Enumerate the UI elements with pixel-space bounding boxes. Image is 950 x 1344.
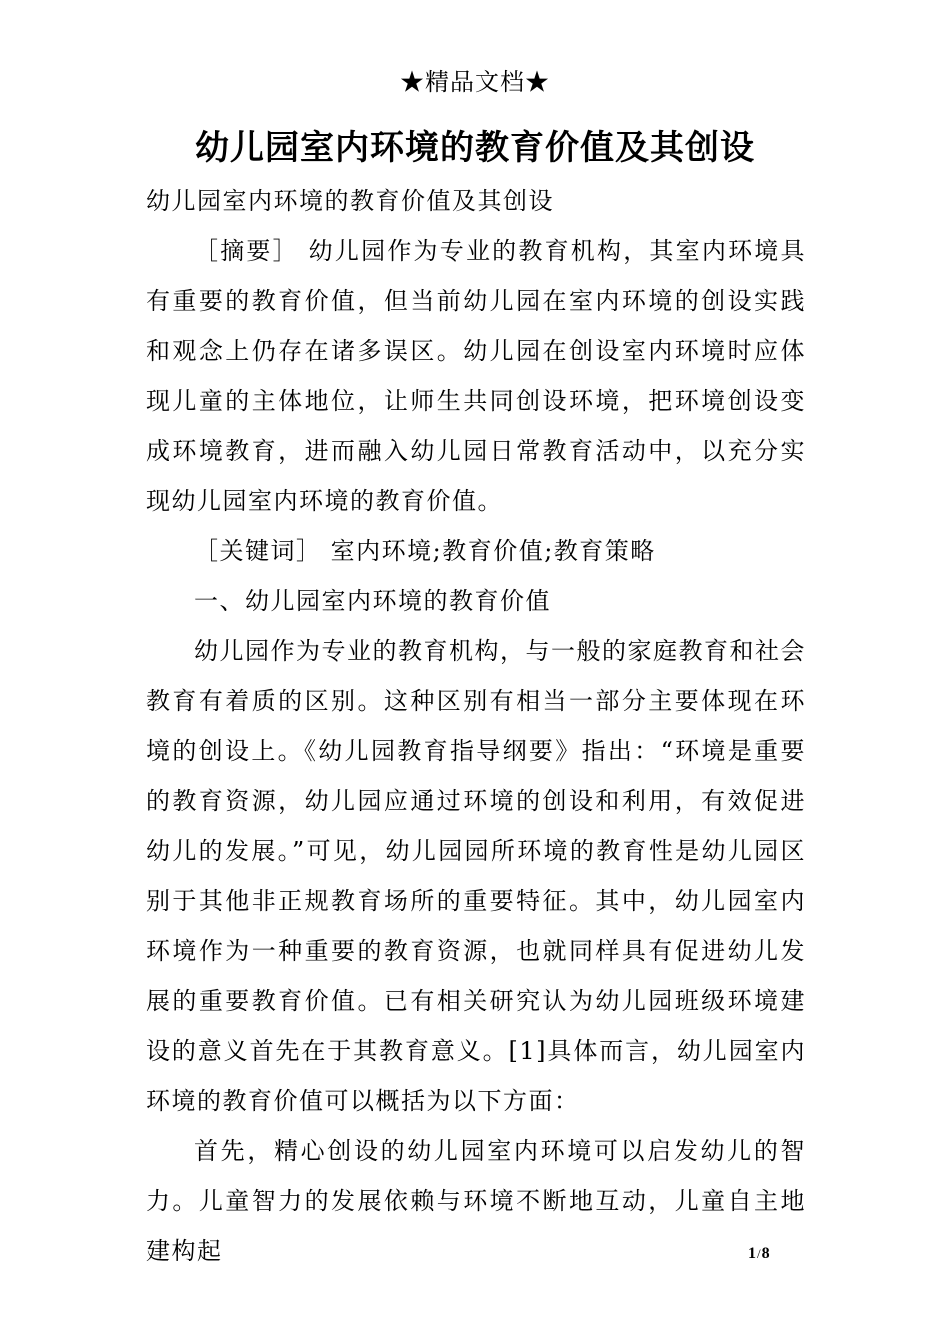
document-body <box>146 176 806 1276</box>
section-heading: 一、幼儿园室内环境的教育价值 <box>194 587 551 615</box>
keywords-paragraph: ［关键词］ 室内环境;教育价值;教育策略 <box>194 537 656 565</box>
page-number <box>748 1244 770 1264</box>
abstract-paragraph: ［摘要］ 幼儿园作为专业的教育机构，其室内环境具有重要的教育价值，但当前幼儿园在室内环境的创设实践和观念上仍存在诸多误区。幼儿园在创设室内环境时应体现儿童的主体地位，让师生共同创设环境，把环境创设变成环境教育，进而融入幼儿园日常教育活动中，以充分实现幼儿园室内环境的教育价值。 <box>146 237 806 515</box>
header-mark: ★精品文档★ <box>400 68 550 96</box>
page-separator: / <box>757 1246 761 1261</box>
subtitle-paragraph: 幼儿园室内环境的教育价值及其创设 <box>146 187 554 215</box>
body-paragraph: 幼儿园作为专业的教育机构，与一般的家庭教育和社会教育有着质的区别。这种区别有相当一部分主要体现在环境的创设上。《幼儿园教育指导纲要》指出：“环境是重要的教育资源，幼儿园应通过环境的创设和利用，有效促进幼儿的发展。”可见，幼儿园园所环境的教育性是幼儿园区别于其他非正规教育场所的重要特征。其中，幼儿园室内环境作为一种重要的教育资源，也就同样具有促进幼儿发展的重要教育价值。已有相关研究认为幼儿园班级环境建设的意义首先在于其教育意义。[1]具体而言，幼儿园室内环境的教育价值可以概括为以下方面： <box>146 637 806 1115</box>
page-total: 8 <box>761 1245 770 1262</box>
body-paragraph: 首先，精心创设的幼儿园室内环境可以启发幼儿的智力。儿童智力的发展依赖与环境不断地互动，儿童自主地建构起 <box>146 1137 806 1265</box>
document-title: 幼儿园室内环境的教育价值及其创设 <box>195 128 755 168</box>
page-current: 1 <box>748 1245 756 1262</box>
